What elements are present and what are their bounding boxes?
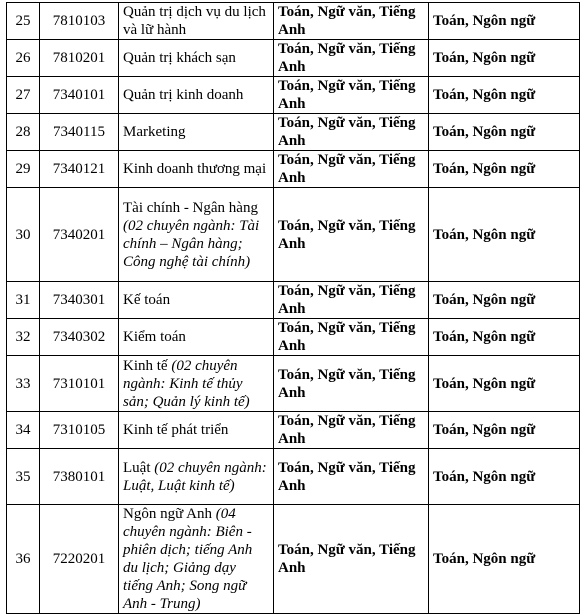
table-row (7, 114, 580, 151)
table-row (7, 319, 580, 356)
major-title: Luật (123, 459, 151, 476)
language-subjects: Toán, Ngôn ngữ (429, 505, 580, 614)
major-code: 7340201 (40, 188, 119, 282)
language-subjects: Toán, Ngôn ngữ (429, 319, 580, 356)
major-name (119, 282, 274, 319)
major-name (119, 449, 274, 505)
major-code: 7310101 (40, 356, 119, 412)
table-row (7, 282, 580, 319)
major-code: 7380101 (40, 449, 119, 505)
major-code: 7220201 (40, 505, 119, 614)
major-title: Quản trị khách sạn (123, 50, 236, 66)
major-note: (02 chuyên ngành: Kinh tế thủy sản; Quản lý kinh tế) (123, 357, 250, 410)
subject-combination: Toán, Ngữ văn, Tiếng Anh (274, 356, 429, 412)
major-name (119, 40, 274, 77)
row-number: 34 (7, 412, 40, 449)
major-code: 7340101 (40, 77, 119, 114)
major-name (119, 188, 274, 282)
subject-combination: Toán, Ngữ văn, Tiếng Anh (274, 319, 429, 356)
language-subjects: Toán, Ngôn ngữ (429, 3, 580, 40)
table-row (7, 40, 580, 77)
row-number: 29 (7, 151, 40, 188)
subject-combination: Toán, Ngữ văn, Tiếng Anh (274, 3, 429, 40)
major-title: Quản trị dịch vụ du lịch và lữ hành (123, 4, 266, 38)
major-note: (02 chuyên ngành: Luật, Luật kinh tế) (123, 459, 267, 494)
major-note: (04 chuyên ngành: Biên - phiên dịch; tiếng Anh du lịch; Giảng dạy tiếng Anh; Song ngữ Anh - Trung) (123, 506, 253, 612)
row-number: 36 (7, 505, 40, 614)
row-number: 31 (7, 282, 40, 319)
row-number: 25 (7, 3, 40, 40)
major-title: Ngôn ngữ Anh (123, 506, 212, 522)
subject-combination: Toán, Ngữ văn, Tiếng Anh (274, 77, 429, 114)
subject-combination: Toán, Ngữ văn, Tiếng Anh (274, 188, 429, 282)
subject-combination: Toán, Ngữ văn, Tiếng Anh (274, 114, 429, 151)
major-code: 7340302 (40, 319, 119, 356)
major-title: Kiểm toán (123, 329, 186, 345)
language-subjects: Toán, Ngôn ngữ (429, 151, 580, 188)
major-title: Kinh tế (123, 357, 168, 374)
table-body (7, 3, 580, 614)
major-title: Kinh tế phát triển (123, 422, 229, 438)
table-row (7, 77, 580, 114)
subject-combination: Toán, Ngữ văn, Tiếng Anh (274, 282, 429, 319)
row-number: 27 (7, 77, 40, 114)
major-code: 7310105 (40, 412, 119, 449)
subject-combination: Toán, Ngữ văn, Tiếng Anh (274, 449, 429, 505)
row-number: 35 (7, 449, 40, 505)
language-subjects: Toán, Ngôn ngữ (429, 282, 580, 319)
row-number: 28 (7, 114, 40, 151)
major-name (119, 77, 274, 114)
major-code: 7340301 (40, 282, 119, 319)
major-name (119, 319, 274, 356)
subject-combination: Toán, Ngữ văn, Tiếng Anh (274, 151, 429, 188)
language-subjects: Toán, Ngôn ngữ (429, 40, 580, 77)
major-name (119, 412, 274, 449)
row-number: 33 (7, 356, 40, 412)
major-title: Tài chính - Ngân hàng (123, 199, 258, 216)
table-row (7, 3, 580, 40)
table-row (7, 188, 580, 282)
major-name (119, 356, 274, 412)
program-table (6, 2, 580, 614)
language-subjects: Toán, Ngôn ngữ (429, 449, 580, 505)
subject-combination: Toán, Ngữ văn, Tiếng Anh (274, 40, 429, 77)
language-subjects: Toán, Ngôn ngữ (429, 356, 580, 412)
major-name (119, 3, 274, 40)
major-title: Kinh doanh thương mại (123, 161, 267, 177)
table-row (7, 505, 580, 614)
major-code: 7810201 (40, 40, 119, 77)
row-number: 30 (7, 188, 40, 282)
major-code: 7340115 (40, 114, 119, 151)
language-subjects: Toán, Ngôn ngữ (429, 77, 580, 114)
major-title: Marketing (123, 124, 186, 140)
major-title: Kế toán (123, 292, 171, 308)
language-subjects: Toán, Ngôn ngữ (429, 412, 580, 449)
row-number: 26 (7, 40, 40, 77)
major-name (119, 151, 274, 188)
major-name (119, 114, 274, 151)
subject-combination: Toán, Ngữ văn, Tiếng Anh (274, 505, 429, 614)
major-note: (02 chuyên ngành: Tài chính – Ngân hàng; Công nghệ tài chính) (123, 217, 260, 270)
table-row (7, 412, 580, 449)
table-row (7, 356, 580, 412)
table-row (7, 151, 580, 188)
table-row (7, 449, 580, 505)
subject-combination: Toán, Ngữ văn, Tiếng Anh (274, 412, 429, 449)
major-title: Quản trị kinh doanh (123, 87, 244, 103)
language-subjects: Toán, Ngôn ngữ (429, 188, 580, 282)
row-number: 32 (7, 319, 40, 356)
major-name (119, 505, 274, 614)
language-subjects: Toán, Ngôn ngữ (429, 114, 580, 151)
major-code: 7810103 (40, 3, 119, 40)
major-code: 7340121 (40, 151, 119, 188)
